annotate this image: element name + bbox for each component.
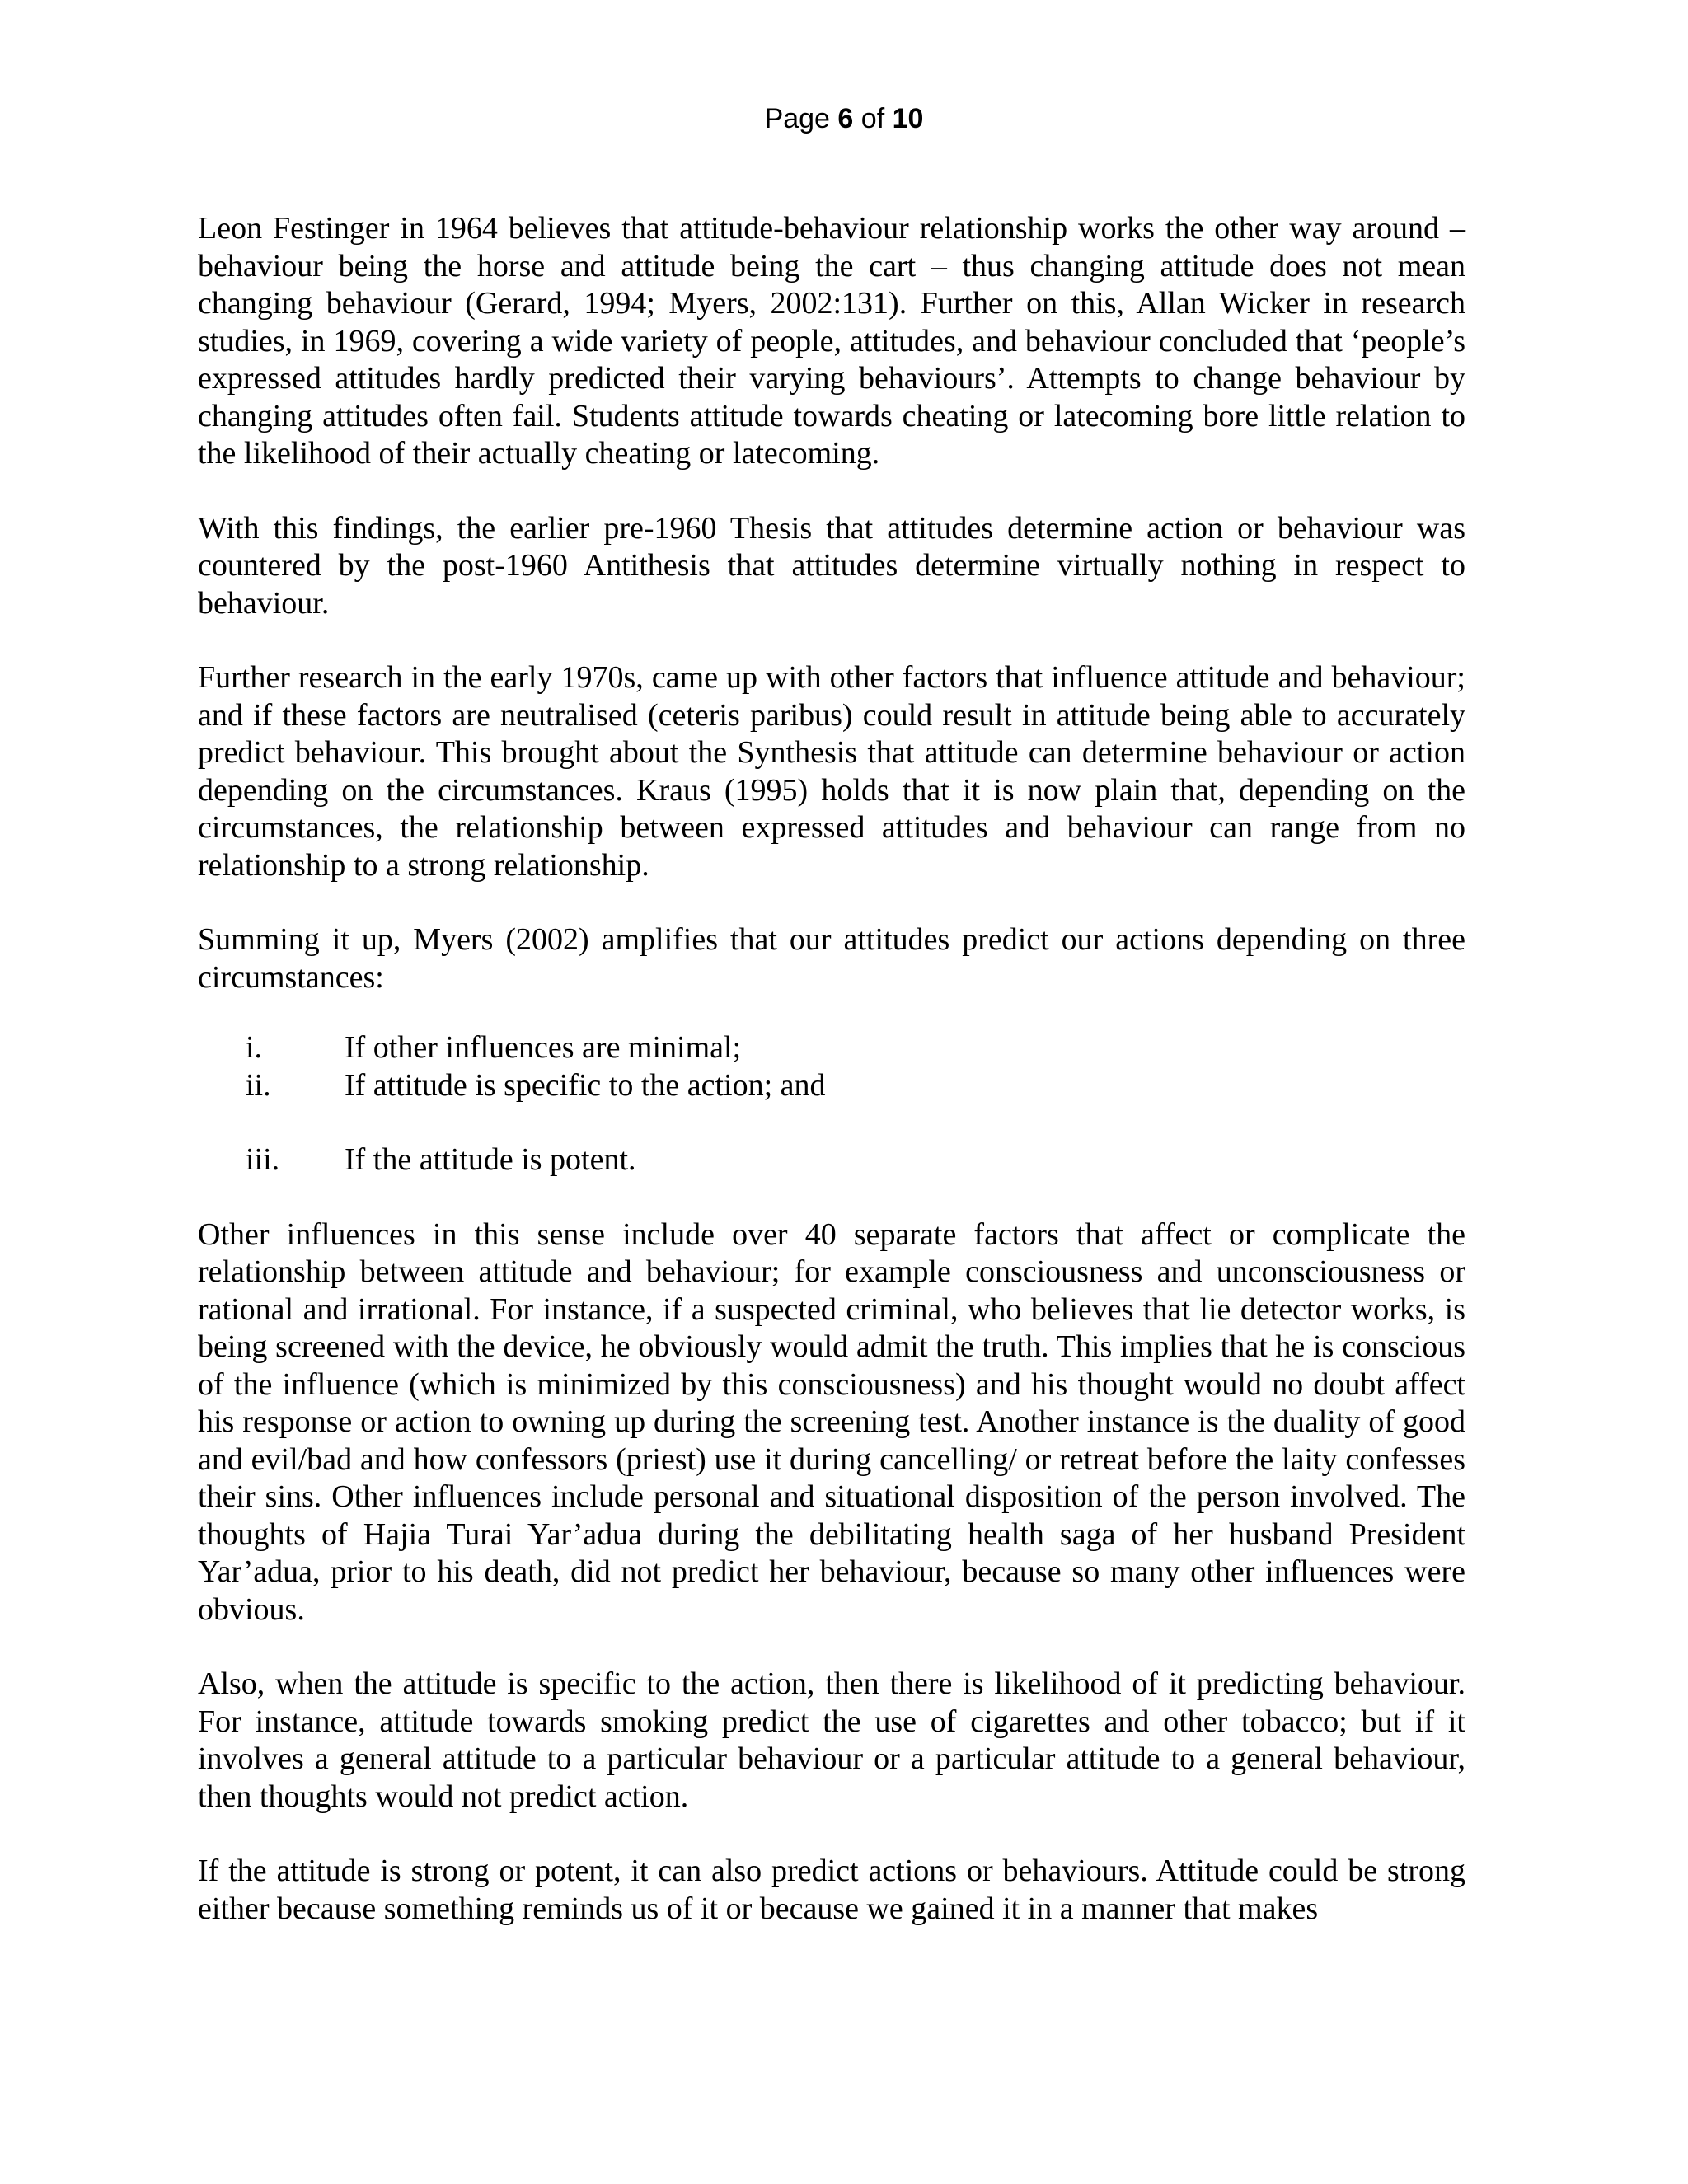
list-item-number: iii. bbox=[246, 1142, 280, 1177]
list-item-text: If other influences are minimal; bbox=[345, 1030, 742, 1065]
paragraph-summary: Summing it up, Myers (2002) amplifies that our attitudes predict our actions depending on three circumstances: bbox=[198, 922, 1465, 995]
paragraph-other-influences: Other influences in this sense include over 40 separate factors that affect or complicate the relationship between attitude and behaviour; for example consciousness and unconsciousness or rational and irrational. For instance, if a suspected criminal, who believes that lie detector works, is being screened with the device, he obviously would admit the truth. This implies that he is conscious of the influence (which is minimized by this consciousness) and his thought would no doubt affect his response or action to owning up during the screening test. Another instance is the duality of good and evil/bad and how confessors (priest) use it during cancelling/ or retreat before the laity confesses their sins. Other influences include personal and situational disposition of the person involved. The thoughts of Hajia Turai Yar’adua during the debilitating health saga of her husband President Yar’adua, prior to his death, did not predict her behaviour, because so many other influences were obvious. bbox=[198, 1216, 1465, 1627]
list-item-number: i. bbox=[246, 1030, 263, 1065]
circumstances-list bbox=[198, 1029, 1465, 1179]
list-item bbox=[198, 1067, 1465, 1105]
document-body bbox=[198, 210, 1465, 1965]
list-item-text: If attitude is specific to the action; and bbox=[345, 1067, 826, 1103]
list-item bbox=[198, 1141, 1465, 1179]
total-page-count: 10 bbox=[892, 103, 924, 134]
paragraph-specific-attitude: Also, when the attitude is specific to the action, then there is likelihood of it predicting behaviour. For instance, attitude towards smoking predict the use of cigarettes and other tobacco; but if it involves a general attitude to a particular behaviour or a particular attitude to a general behaviour, then thoughts would not predict action. bbox=[198, 1666, 1465, 1814]
paragraph-thesis-antithesis: With this findings, the earlier pre-1960 Thesis that attitudes determine action or behaviour was countered by the post-1960 Antithesis that attitudes determine virtually nothing in respect to behaviour. bbox=[198, 510, 1465, 621]
list-item-number: ii. bbox=[246, 1067, 271, 1103]
page-header bbox=[0, 102, 1688, 135]
current-page-number: 6 bbox=[837, 103, 854, 134]
paragraph-festinger: Leon Festinger in 1964 believes that attitude-behaviour relationship works the other way around – behaviour being the horse and attitude being the cart – thus changing attitude does not mean changing behaviour (Gerard, 1994; Myers, 2002:131). Further on this, Allan Wicker in research studies, in 1969, covering a wide variety of people, attitudes, and behaviour concluded that ‘people’s expressed attitudes hardly predicted their varying behaviours’. Attempts to change behaviour by changing attitudes often fail. Students attitude towards cheating or latecoming bore little relation to the likelihood of their actually cheating or latecoming. bbox=[198, 211, 1465, 471]
paragraph-potent-attitude: If the attitude is strong or potent, it can also predict actions or behaviours. Attitude could be strong either because something reminds us of it or because we gained it in a manner that makes bbox=[198, 1854, 1465, 1926]
page-label: Page bbox=[764, 103, 830, 134]
list-item bbox=[198, 1029, 1465, 1067]
list-item-text: If the attitude is potent. bbox=[345, 1142, 636, 1177]
paragraph-synthesis: Further research in the early 1970s, came up with other factors that influence attitude and behaviour; and if these factors are neutralised (ceteris paribus) could result in attitude being able to accurately predict behaviour. This brought about the Synthesis that attitude can determine behaviour or action depending on the circumstances. Kraus (1995) holds that it is now plain that, depending on the circumstances, the relationship between expressed attitudes and behaviour can range from no relationship to a strong relationship. bbox=[198, 660, 1465, 883]
page-separator: of bbox=[860, 103, 885, 134]
